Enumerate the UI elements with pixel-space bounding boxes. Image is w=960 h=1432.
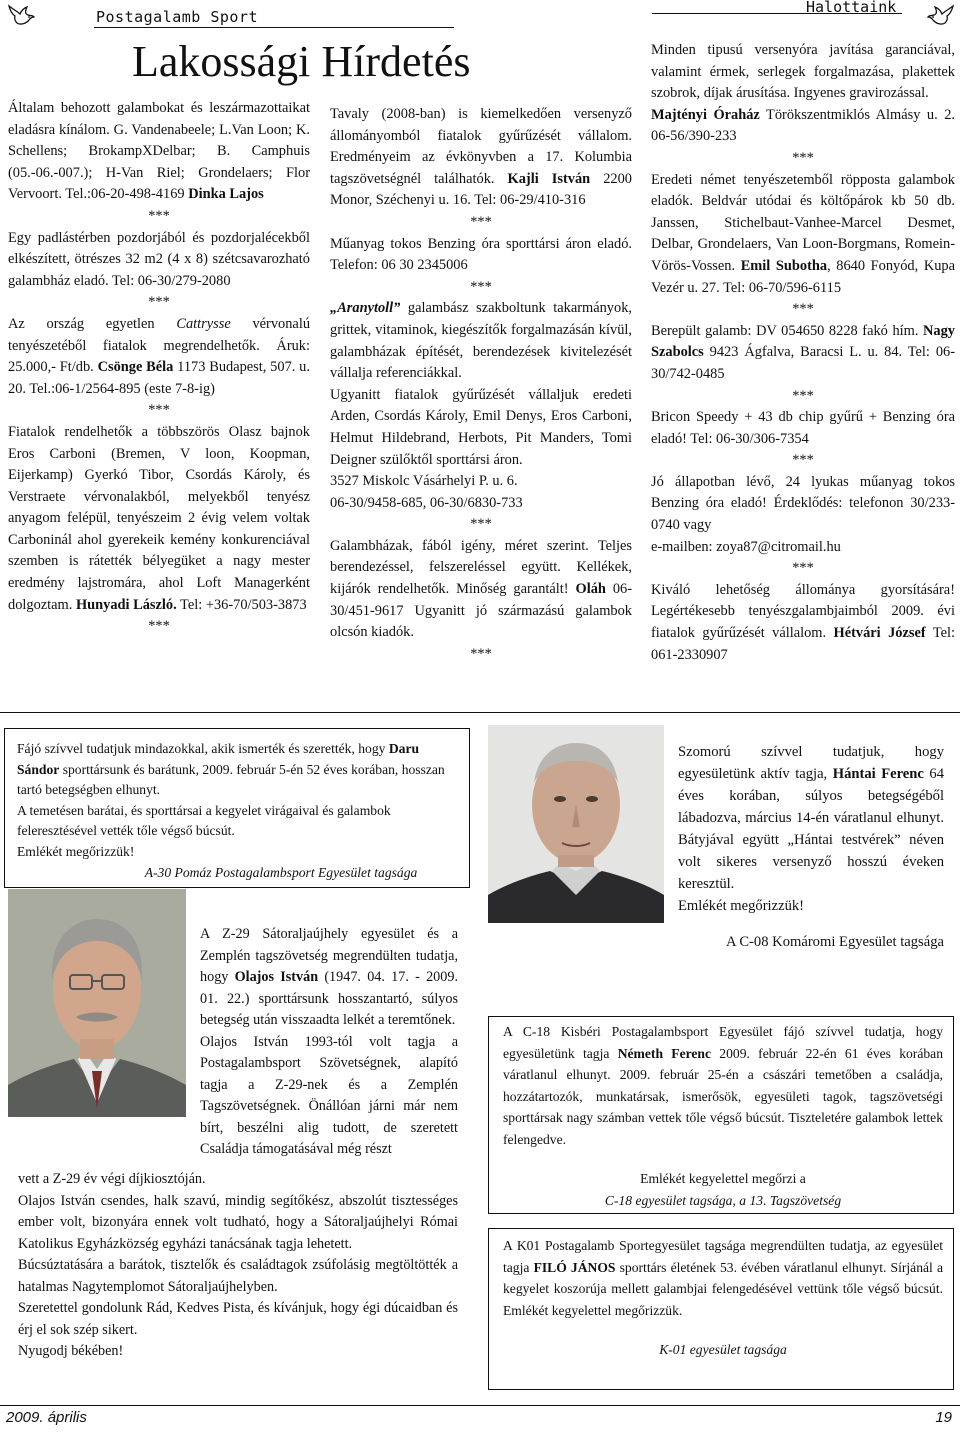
section-divider [0,712,960,713]
footer-rule [0,1405,960,1406]
ads-column-3 [651,40,955,666]
separator: *** [792,301,814,318]
pigeon-icon [926,2,956,28]
portrait-photo-olajos [8,889,186,1117]
obituary-text: A K01 Postagalamb Sportegyesület tagsága megrendülten tudatja, az egyesület tagja FILÓ JÁNOS sporttárs életének 53. évében váratlanul elhunyt. Sírjánál a kegyelet koszorúja mellett galambjai felengedésével vettünk tőle végső búcsút. Emlékét kegyelettel megőrizzük. [503,1238,943,1318]
obituary-signature: A C-08 Komáromi Egyesület tagsága [725,934,944,950]
obituary-text: Szomorú szívvel tudatjuk, hogy egyesületünk aktív tagja, Hántai Ferenc 64 éves korában, súlyos betegségéből lábadozva, március 14-én váratlanul elhunyt. Bátyjával együtt „Hántai testvérek” néven volt sikeres versenyző hosszú éveken keresztül. [678,744,944,892]
separator: *** [792,560,814,577]
header-category-label: Halottaink [806,0,897,16]
ad-text: Majtényi Óraház Törökszentmiklós Almásy u. 2. 06-56/390-233 [651,106,956,145]
obituary-text: Olajos István 1993-tól volt tagja a Postagalambsport Szövetségnek, alapító tagja a Z-29-nek és a Zemplén Tagszövetségnek. Önállóan járni már nem bírt, beszélni alig tudott, de szeretett Családja támogatásával még részt [200,1033,458,1157]
ad-text: Általam behozott galambokat és leszármazottaikat eladásra kínálom. G. Vandenabeele; L.Van Loon; K. Schellens; BrokampXDelbar; B. Camphuis (05.-06.-007.); H-Van Riel; Grondelaers; Flor Vervoort. Tel.:06-20-498-4169 Dinka Lajos [8,100,310,203]
ad-text: 06-30/9458-685, 06-30/6830-733 [330,494,523,511]
obituary-hantai [678,741,944,953]
ads-column-1 [8,98,310,638]
obituary-daru [4,728,470,888]
obituary-text: Emlékét kegyelettel megőrzi a [640,1171,806,1186]
page-title: Lakossági Hírdetés [132,37,471,86]
footer-date: 2009. április [6,1409,87,1426]
ad-text: Az ország egyetlen Cattrysse vérvonalú tenyészetéből fiatalok megrendelhetők. Áruk: 25.000,- Ft/db. Csönge Béla 1173 Budapest, 507. u. 20. Tel.:06-1/2564-895 (este 7-8-ig) [8,315,311,397]
ad-text: Műanyag tokos Benzing óra sporttársi áron eladó. Telefon: 06 30 2345006 [330,235,632,274]
separator: *** [470,645,492,662]
ad-text: 3527 Miskolc Vásárhelyi P. u. 6. [330,473,518,490]
ad-text: „Aranytoll” galambász szakboltunk takarmányok, grittek, vitaminok, kiegészítők forgalmazásán kívül, galambházak építését, berendezések kivitelezését vállalja referenciákkal. [330,300,632,382]
ad-text: Tavaly (2008-ban) is kiemelkedően versenyző állományomból fiatalok gyűrűzését vállalom. Eredményeim az évkönyvben a 17. Kolumbia tagszövetségnél találhatók. Kajli István 2200 Monor, Széchenyi u. 16. Tel: 06-29/410-316 [330,106,632,209]
obituary-text: Emlékét megőrizzük! [678,898,805,914]
obituary-text: vett a Z-29 év végi díjkiosztóján. [18,1171,206,1187]
obituary-nemeth [488,1016,954,1214]
ad-text: Fiatalok rendelhetők a többszörös Olasz bajnok Eros Carboni (Bremen, V loon, Koopman, Eijerkamp) Gyerkó Tibor, Csordás Károly, és Verstraete vérvonalakból, melyekből tenyész anyagom felépül, tenyészeim 2 évig velem voltak Carboninál ahol gyerekeik kemény konkurenciával szemben is rátették bélyegüket a nagy mester eredmény lajstromára, ahol Loft Managerként dolgoztam. Hunyadi László. Tel: +36-70/503-3873 [8,423,310,613]
ad-text: Berepült galamb: DV 054650 8228 fakó hím. Nagy Szabolcs 9423 Ágfalva, Baracsi L. u. 84. Tel: 06-30/742-0485 [651,322,955,382]
obituary-signature: C-18 egyesület tagsága, a 13. Tagszövetség [604,1192,842,1208]
ad-text: e-mailben: zoya87@citromail.hu [651,538,841,555]
ads-column-2 [330,104,632,665]
separator: *** [148,402,170,419]
obituary-text: Szeretettel gondolunk Rád, Kedves Pista, és kívánjuk, hogy égi dúcaidban és érj el sok szép sikert. [18,1300,458,1338]
ad-text: Ugyanitt fiatalok gyűrűzését vállaljuk eredeti Arden, Csordás Károly, Emil Denys, Eros Carboni, Helmut Hildebrand, Herbots, Pit Manders, Tomi Deigner szülőktől sporttársi áron. [330,386,632,468]
ad-text: Egy padlástérben pozdorjából és pozdorjalécekből elkészített, ötrészes 32 m2 (4 x 8) szétcsavarozható galambház eladó. Tel: 06-30/279-2080 [8,229,310,289]
ad-text: Kiváló lehetőség állománya gyorsítására! Legértékesebb tenyészgalambjaimból 2009. évi fiatalok gyűrűzését vállalom. Hétvári József Tel: 061-2330907 [651,581,955,663]
separator: *** [470,213,492,230]
separator: *** [792,452,814,469]
obituary-olajos-bottom [18,1169,458,1363]
obituary-text: Emlékét megőrizzük! [17,843,135,859]
ad-text: Eredeti német tenyészetemből röpposta galambok eladók. Beldvár utódai és költőpárok kb 50 db. Janssen, Stichelbaut-Vanhee-Marcel Desmet, Delbar, Grondelaers, Van Loon-Borgmans, Romein-Vörös-Vossen. Emil Subotha, 8640 Fonyód, Kupa Vezér u. 27. Tel: 06-70/596-6115 [651,171,955,296]
obituary-text: Búcsúztatására a barátok, tisztelők és családtagok zsúfolásig megtöltötték a hatalmas Nagytemplomot Sátoraljaújhelyben. [18,1257,458,1295]
obituary-filo [488,1228,954,1390]
page-number: 19 [935,1409,952,1426]
separator: *** [148,294,170,311]
separator: *** [470,516,492,533]
separator: *** [470,278,492,295]
header-rule-left [94,27,454,28]
ad-text: Galambházak, fából igény, méret szerint. Teljes berendezéssel, felszereléssel együtt. Kellékek, kijárók rendelhetők. Minőség garantált! Oláh 06-30/451-9617 Ugyanitt jó származású galambok olcsón kiadók. [330,537,632,641]
pigeon-icon [6,2,36,28]
obituary-text: Nyugodj békében! [18,1343,124,1359]
separator: *** [148,207,170,224]
separator: *** [148,618,170,635]
separator: *** [792,149,814,166]
header-section-label: Postagalamb Sport [96,8,259,26]
obituary-text: Olajos István csendes, halk szavú, mindig segítőkész, abszolút tisztességes ember volt, bizonyára ennek volt tudható, hogy a Sátoraljaújhelyi Római Katolikus Egyházközség egyházi tanácsának tagja lehetett. [18,1192,458,1252]
obituary-text: Fájó szívvel tudatjuk mindazokkal, akik ismerték és szerették, hogy Daru Sándor sporttársunk és barátunk, 2009. február 5-én 52 éves korában, hosszan tartó betegségben elhunyt. [17,741,445,798]
portrait-photo-hantai [488,725,664,923]
obituary-text: A Z-29 Sátoraljaújhely egyesület és a Zemplén tagszövetség megrendülten tudatja, hogy Olajos István (1947. 04. 17. - 2009. 01. 22.) sporttársunk hosszantartó, súlyos betegség után visszaadta lelkét a teremtőnek. [200,926,458,1028]
separator: *** [792,387,814,404]
ad-text: Minden tipusú versenyóra javítása garanciával, valamint érmek, serlegek forgalmazása, plakettek szobrok, díjak árusítása. Ingyenes gravirozással. [651,42,955,102]
obituary-signature: K-01 egyesület tagsága [659,1342,787,1357]
ad-text: Bricon Speedy + 43 db chip gyűrű + Benzing óra eladó! Tel: 06-30/306-7354 [651,409,955,447]
obituary-text: A temetésen barátai, és sporttársai a kegyelet virágaival és galambok feleresztésével vették tőle végső búcsút. [17,802,391,839]
obituary-text: A C-18 Kisbéri Postagalambsport Egyesület fájó szívvel tudatja, hogy egyesületünk tagja Németh Ferenc 2009. február 22-én 61 éves korában váratlanul elhunyt. 2009. február 25-én a császári temetőben a családja, hozzátartozók, munkatársak, ismerősök, egyesületi tagok, tagszövetségi sporttársak nagy számban vettek tőle végső búcsút. Tiszteletére galambok lettek felengedve. [503,1024,943,1147]
obituary-olajos-top [200,924,458,1161]
ad-text: Jó állapotban lévő, 24 lyukas műanyag tokos Benzing óra eladó! Érdeklődés: telefonon 30/233-0740 vagy [651,473,955,534]
obituary-signature: A-30 Pomáz Postagalambsport Egyesület tagsága [144,864,418,880]
